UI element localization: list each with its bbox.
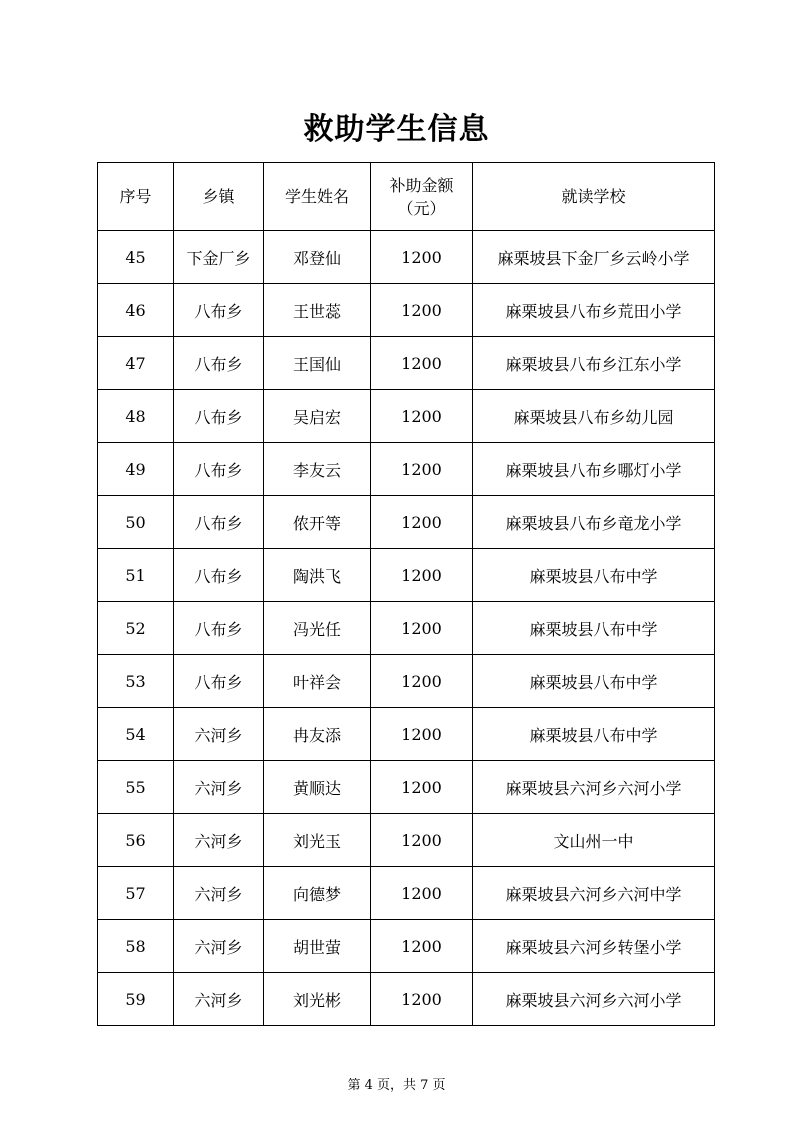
cell-name: 侬开等 xyxy=(264,496,371,549)
page-title: 救助学生信息 xyxy=(303,112,490,147)
cell-index: 47 xyxy=(98,337,174,390)
table-row xyxy=(98,284,715,337)
cell-town: 六河乡 xyxy=(174,920,264,973)
cell-index: 51 xyxy=(98,549,174,602)
cell-amount: 1200 xyxy=(371,814,473,867)
cell-index: 59 xyxy=(98,973,174,1026)
cell-school: 麻栗坡县六河乡转堡小学 xyxy=(473,920,715,973)
cell-town: 八布乡 xyxy=(174,549,264,602)
cell-school: 麻栗坡县六河乡六河小学 xyxy=(473,973,715,1026)
cell-index: 52 xyxy=(98,602,174,655)
cell-town: 六河乡 xyxy=(174,814,264,867)
header-school: 就读学校 xyxy=(473,163,715,231)
cell-name: 胡世萤 xyxy=(264,920,371,973)
cell-amount: 1200 xyxy=(371,284,473,337)
table-row xyxy=(98,708,715,761)
cell-index: 57 xyxy=(98,867,174,920)
cell-amount: 1200 xyxy=(371,761,473,814)
cell-amount: 1200 xyxy=(371,655,473,708)
cell-index: 46 xyxy=(98,284,174,337)
cell-index: 49 xyxy=(98,443,174,496)
cell-school: 文山州一中 xyxy=(473,814,715,867)
table-row xyxy=(98,549,715,602)
cell-town: 八布乡 xyxy=(174,284,264,337)
cell-school: 麻栗坡县八布乡竜龙小学 xyxy=(473,496,715,549)
table-row xyxy=(98,814,715,867)
table-row xyxy=(98,231,715,284)
cell-amount: 1200 xyxy=(371,496,473,549)
table-row xyxy=(98,761,715,814)
cell-index: 54 xyxy=(98,708,174,761)
cell-school: 麻栗坡县下金厂乡云岭小学 xyxy=(473,231,715,284)
cell-town: 下金厂乡 xyxy=(174,231,264,284)
cell-town: 八布乡 xyxy=(174,443,264,496)
cell-index: 55 xyxy=(98,761,174,814)
cell-name: 向德梦 xyxy=(264,867,371,920)
cell-amount: 1200 xyxy=(371,867,473,920)
cell-school: 麻栗坡县八布中学 xyxy=(473,708,715,761)
header-index: 序号 xyxy=(98,163,174,231)
table-row xyxy=(98,655,715,708)
cell-index: 45 xyxy=(98,231,174,284)
cell-amount: 1200 xyxy=(371,549,473,602)
cell-name: 王世蕊 xyxy=(264,284,371,337)
cell-name: 陶洪飞 xyxy=(264,549,371,602)
cell-town: 六河乡 xyxy=(174,708,264,761)
cell-index: 50 xyxy=(98,496,174,549)
cell-amount: 1200 xyxy=(371,708,473,761)
cell-amount: 1200 xyxy=(371,602,473,655)
cell-town: 八布乡 xyxy=(174,496,264,549)
cell-town: 六河乡 xyxy=(174,761,264,814)
cell-index: 48 xyxy=(98,390,174,443)
cell-name: 邓登仙 xyxy=(264,231,371,284)
table-row xyxy=(98,337,715,390)
header-amount-line1: 补助金额 xyxy=(389,175,454,195)
cell-school: 麻栗坡县八布中学 xyxy=(473,549,715,602)
cell-name: 王国仙 xyxy=(264,337,371,390)
student-aid-table xyxy=(97,162,715,1026)
cell-index: 53 xyxy=(98,655,174,708)
cell-name: 冉友添 xyxy=(264,708,371,761)
cell-school: 麻栗坡县八布乡荒田小学 xyxy=(473,284,715,337)
page-footer: 第 4 页，共 7 页 xyxy=(347,1078,446,1093)
cell-town: 八布乡 xyxy=(174,390,264,443)
cell-school: 麻栗坡县六河乡六河小学 xyxy=(473,761,715,814)
cell-amount: 1200 xyxy=(371,443,473,496)
cell-town: 八布乡 xyxy=(174,602,264,655)
cell-index: 56 xyxy=(98,814,174,867)
table-row xyxy=(98,443,715,496)
cell-name: 叶祥会 xyxy=(264,655,371,708)
cell-amount: 1200 xyxy=(371,231,473,284)
table-row xyxy=(98,973,715,1026)
header-town: 乡镇 xyxy=(174,163,264,231)
cell-town: 八布乡 xyxy=(174,337,264,390)
table-row xyxy=(98,920,715,973)
cell-amount: 1200 xyxy=(371,390,473,443)
cell-town: 六河乡 xyxy=(174,973,264,1026)
table-row xyxy=(98,496,715,549)
cell-amount: 1200 xyxy=(371,337,473,390)
header-amount-line2: （元） xyxy=(397,198,446,218)
table-row xyxy=(98,390,715,443)
header-amount xyxy=(371,163,473,231)
cell-name: 黄顺达 xyxy=(264,761,371,814)
cell-school: 麻栗坡县八布乡江东小学 xyxy=(473,337,715,390)
cell-town: 八布乡 xyxy=(174,655,264,708)
cell-name: 刘光彬 xyxy=(264,973,371,1026)
cell-name: 吴启宏 xyxy=(264,390,371,443)
cell-school: 麻栗坡县六河乡六河中学 xyxy=(473,867,715,920)
cell-school: 麻栗坡县八布乡哪灯小学 xyxy=(473,443,715,496)
cell-amount: 1200 xyxy=(371,973,473,1026)
cell-name: 李友云 xyxy=(264,443,371,496)
cell-name: 刘光玉 xyxy=(264,814,371,867)
cell-index: 58 xyxy=(98,920,174,973)
table-row xyxy=(98,867,715,920)
cell-name: 冯光任 xyxy=(264,602,371,655)
cell-school: 麻栗坡县八布中学 xyxy=(473,655,715,708)
table-row xyxy=(98,602,715,655)
table-header-row xyxy=(98,163,715,231)
cell-school: 麻栗坡县八布中学 xyxy=(473,602,715,655)
header-name: 学生姓名 xyxy=(264,163,371,231)
cell-amount: 1200 xyxy=(371,920,473,973)
cell-school: 麻栗坡县八布乡幼儿园 xyxy=(473,390,715,443)
cell-town: 六河乡 xyxy=(174,867,264,920)
